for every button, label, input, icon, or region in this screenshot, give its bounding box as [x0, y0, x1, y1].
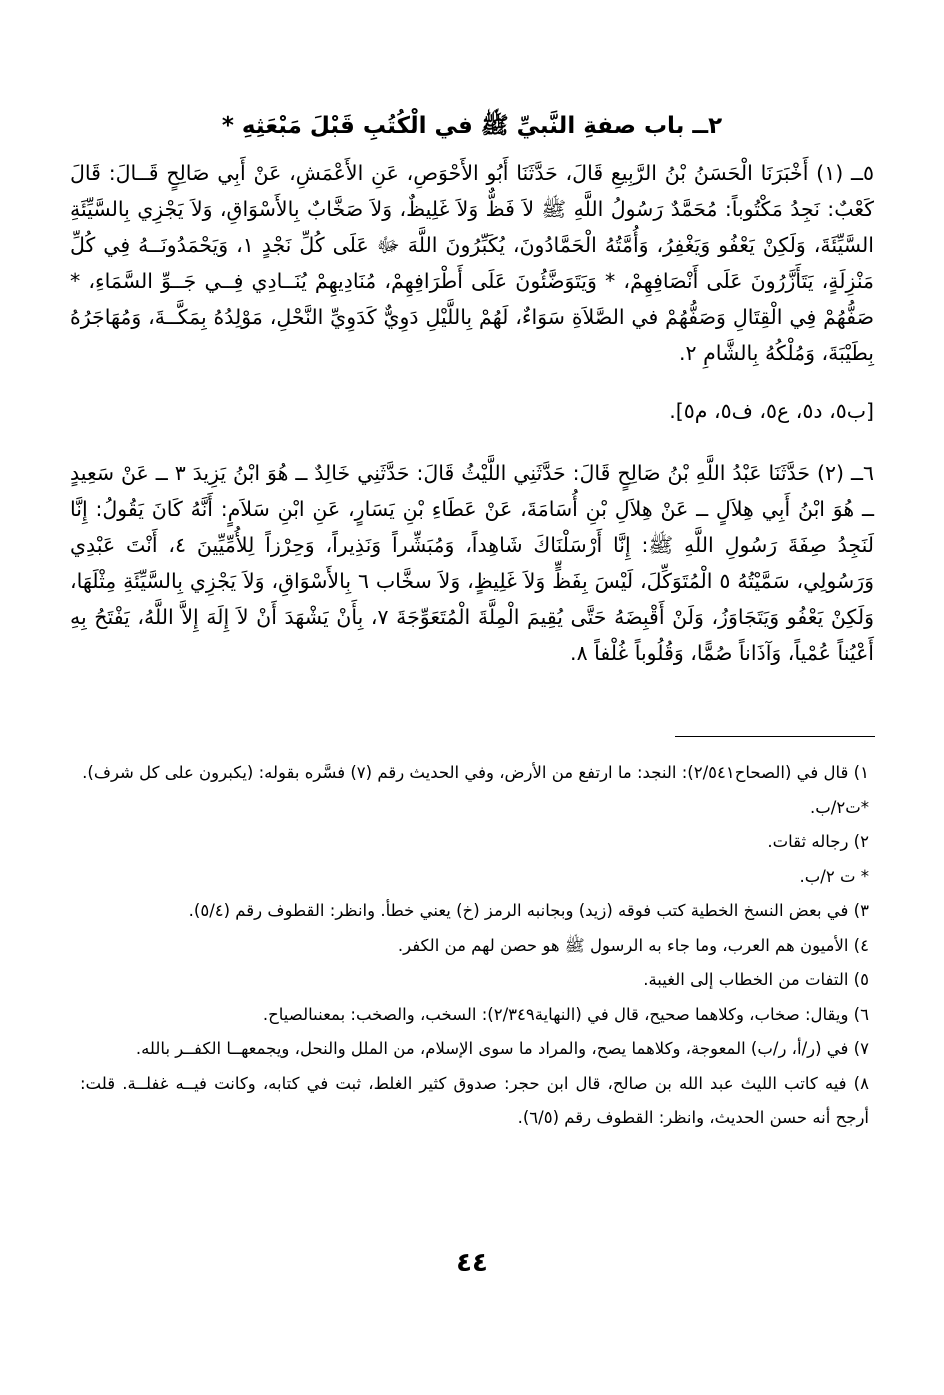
footnote-5: ٥) التفات من الخطاب إلى الغيبة.: [643, 970, 869, 989]
footnotes: [80, 756, 869, 1136]
footnote-6: ٦) ويقال: صخاب، وكلاهما صحيح، قال في (النهاية٢/٣٤٩): السخب، والصخب: بمعنىالصياح.: [262, 1004, 869, 1024]
footnote-marker-b: * ت ٢/ب.: [799, 866, 869, 886]
footnote-separator: [675, 736, 875, 737]
footnote-1: ١) قال في (الصحاح٢/٥٤١): النجد: ما ارتفع من الأرض، وفي الحديث رقم (٧) فسَّره بقوله: (يكبرون على كل شرف).: [82, 763, 869, 782]
footnote-8: ٨) فيه كاتب الليث عبد الله بن صالح، قال ابن حجر: صدوق كثير الغلط، ثبت في كتابه، وكانت فيــه غفلــة. قلت: أرجح أنه حسن الحديث، وانظر: القطوف رقم (٦/٥).: [80, 1073, 869, 1127]
chapter-heading: ٢ــ باب صفةِ النَّبيِّ ﷺ في الْكُتُبِ قَبْلَ مَبْعَثِهِ *: [221, 113, 723, 139]
hadith-1-source-codes: [ب٥، د٥، ع٥، ف٥، م٥].: [669, 399, 874, 423]
footnote-7: ٧) في (ر/أ، ر/ب) المعوجة، وكلاهما يصح، والمراد ما سوى الإسلام، من الملل والنحل، ويجمعهــا الكفــر بالله.: [135, 1039, 869, 1058]
hadith-2-text: ٦ــ (٢) حَدَّثَنَا عَبْدُ اللَّهِ بْنُ صَالِحٍ قَالَ: حَدَّثَنِي اللَّيْثُ قَالَ: حَدَّثَنِي خَالِدٌ ــ هُوَ ابْنُ يَزِيدَ ٣ ــ عَنْ سَعِيدٍ ــ هُوَ ابْنُ أَبِي هِلاَلٍ ــ عَنْ هِلاَلِ بْنِ أُسَامَةَ، عَنْ عَطَاءِ بْنِ يَسَارٍ، عَنِ ابْنِ سَلاَمٍ: أَنَّهُ كَانَ يَقُولُ: إِنَّا لَنَجِدُ صِفَةَ رَسُولِ اللَّهِ ﷺ: إِنَّا أَرْسَلْنَاكَ شَاهِداً، وَمُبَشِّراً وَنَذِيراً، وَحِرْزاً لِلأُمِّيِّينَ ٤، أَنْتَ عَبْدِي وَرَسُولِي، سَمَّيْتُهُ ٥ الْمُتَوَكِّلَ، لَيْسَ بِفَظٍّ وَلاَ غَلِيظٍ، وَلاَ سخَّاب ٦ بِالأَسْوَاقِ، وَلاَ يَجْزِي بِالسَّيِّئَةِ مِثْلَهَا، وَلَكِنْ يَعْفُو وَيَتَجَاوَزُ، وَلَنْ أَقْبِضَهُ حَتَّى يُقِيمَ الْمِلَّةَ الْمُتَعَوِّجَةَ ٧، بِأَنْ يَشْهَدَ أَنْ لاَ إِلَهَ إِلاَّ اللَّهُ، يَفْتَحُ بِهِ أَعْيُناً عُمْياً، وَآذَاناً صُمًّا، وَقُلُوباً غُلْفاً ٨.: [70, 461, 875, 665]
footnote-4: ٤) الأميون هم العرب، وما جاء به الرسول ﷺ هو حصن لهم من الكفر.: [397, 935, 869, 955]
footnote-2: ٢) رجاله ثقات.: [767, 832, 869, 851]
footnote-marker-a: *ت٢/ب.: [809, 797, 869, 817]
hadith-1-text: ٥ــ (١) أَخْبَرَنَا الْحَسَنُ بْنُ الرَّبِيعِ قَالَ، حَدَّثَنَا أَبُو الأَحْوَصِ، عَنِ الأَعْمَشِ، عَنْ أَبِي صَالِحٍ قَــالَ: قَالَ كَعْبٌ: نَجِدُ مَكْتُوباً: مُحَمَّدٌ رَسُولُ اللَّهِ ﷺ لاَ فَظٌّ وَلاَ غَلِيظٌ، وَلاَ صَخَّابٌ بِالأَسْوَاقِ، وَلاَ يَجْزِي بِالسَّيِّئَةِ السَّيِّئَةَ، وَلَكِنْ يَعْفُو وَيَغْفِرُ، وَأُمَّتُهُ الْحَمَّادُونَ، يُكَبِّرُونَ اللَّهَ ﷻ عَلَى كُلِّ نَجْدٍ ١، وَيَحْمَدُونَــهُ فِي كُلِّ مَنْزِلَةٍ، يَتَأَزَّرُونَ عَلَى أَنْصَافِهِمْ، * وَيَتَوَضَّئُونَ عَلَى أَطْرَافِهِمْ، مُنَادِيهِمْ يُنَــادِي فِــي جَــوِّ السَّمَاءِ، * صَفُّهُمْ فِي الْقِتَالِ وَصَفُّهُمْ في الصَّلاَةِ سَوَاءٌ، لَهُمْ بِاللَّيْلِ دَوِيٌّ كَدَوِيِّ النَّحْلِ، مَوْلِدُهُ بِمَكَّــةَ، وَمُهَاجَرُهُ بِطَيْبَةَ، وَمُلْكُهُ بِالشَّامِ ٢.: [70, 161, 874, 365]
footnote-3: ٣) في بعض النسخ الخطية كتب فوقه (زيد) وبجانبه الرمز (خ) يعني خطأ. وانظر: القطوف رقم (٥/٤).: [188, 901, 869, 920]
page-number: ٤٤: [456, 1248, 488, 1278]
